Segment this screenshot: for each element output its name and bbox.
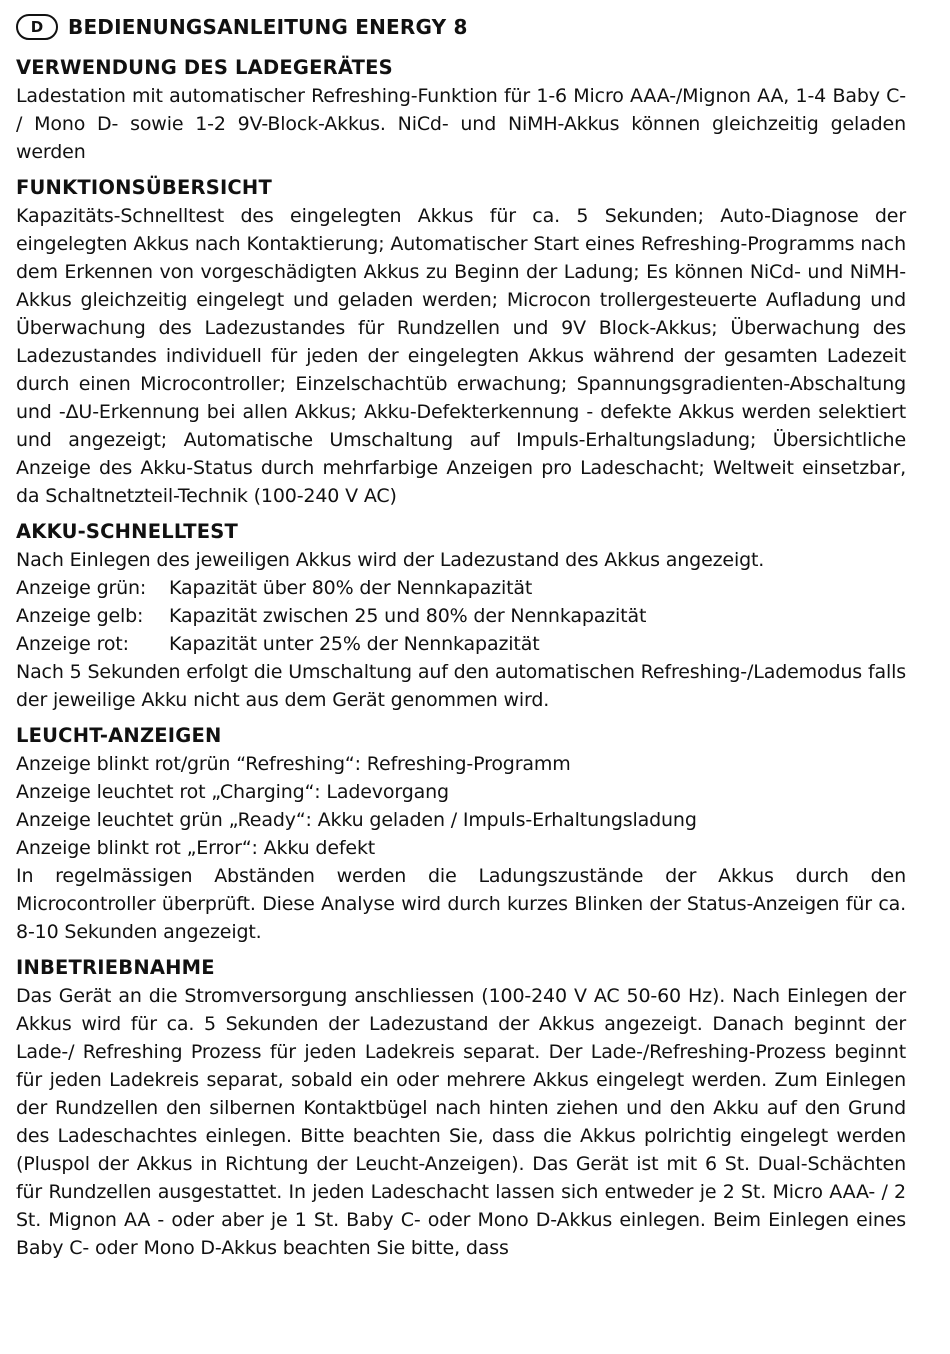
quicktest-outro: Nach 5 Sekunden erfolgt die Umschaltung auf den automatischen Refreshing-/Lademodus falls der jeweilige Akku nicht aus dem Gerät genommen wird. <box>16 661 906 711</box>
led-line-error: Anzeige blinkt rot „Error“: Akku defekt <box>16 837 376 859</box>
language-badge: D <box>16 14 58 40</box>
indicator-row-green <box>16 574 906 602</box>
indicator-row-red <box>16 630 906 658</box>
section-heading-leds: LEUCHT-ANZEIGEN <box>16 724 222 747</box>
section-leds <box>16 722 906 946</box>
indicator-label: Anzeige gelb: <box>16 605 144 627</box>
section-heading-quicktest: AKKU-SCHNELLTEST <box>16 520 239 543</box>
title-row <box>16 8 906 46</box>
section-startup <box>16 954 906 1262</box>
indicator-label: Anzeige grün: <box>16 577 147 599</box>
section-heading-startup: INBETRIEBNAHME <box>16 956 215 979</box>
quicktest-intro: Nach Einlegen des jeweiligen Akkus wird der Ladezustand des Akkus angezeigt. <box>16 549 765 571</box>
led-line-ready: Anzeige leuchtet grün „Ready“: Akku geladen / Impuls-Erhaltungsladung <box>16 809 697 831</box>
document-title: BEDIENUNGSANLEITUNG ENERGY 8 <box>68 15 468 39</box>
section-quicktest <box>16 518 906 714</box>
indicator-row-yellow <box>16 602 906 630</box>
usage-text: Ladestation mit automatischer Refreshing-Funktion für 1-6 Micro AAA-/Mignon AA, 1-4 Baby C- / Mono D- sowie 1-2 9V-Block-Akkus. NiCd- und NiMH-Akkus können gleichzeitig geladen werden <box>16 85 906 163</box>
manual-page <box>16 8 906 1262</box>
section-heading-overview: FUNKTIONSÜBERSICHT <box>16 176 272 199</box>
overview-text: Kapazitäts-Schnelltest des eingelegten Akkus für ca. 5 Sekunden; Auto-Diagnose der eingelegten Akkus nach Kontaktierung; Automatischer Start eines Refreshing-Programms nach dem Erkennen von vorgeschädigten Akkus zu Beginn der Ladung; Es können NiCd- und NiMH-Akkus gleichzeitig eingelegt und geladen werden; Microcon trollergesteuerte Aufladung und Überwachung des Ladezustandes für Rundzellen und 9V Block-Akkus; Überwachung des Ladezustandes individuell für jeden der eingelegten Akkus während der gesamten Ladezeit durch einen Microcontroller; Einzelschachtüb erwachung; Spannungsgradienten-Abschaltung und -ΔU-Erkennung bei allen Akkus; Akku-Defekterkennung - defekte Akkus werden selektiert und angezeigt; Automatische Umschaltung auf Impuls-Erhaltungsladung; Übersichtliche Anzeige des Akku-Status durch mehrfarbige Anzeigen pro Ladeschacht; Weltweit einsetzbar, da Schaltnetzteil-Technik (100-240 V AC) <box>16 205 906 507</box>
leds-text: In regelmässigen Abständen werden die Ladungszustände der Akkus durch den Microcontroller überprüft. Diese Analyse wird durch kurzes Blinken der Status-Anzeigen für ca. 8-10 Sekunden angezeigt. <box>16 865 906 943</box>
indicator-text: Kapazität über 80% der Nennkapazität <box>169 577 533 599</box>
indicator-text: Kapazität zwischen 25 und 80% der Nennkapazität <box>169 605 647 627</box>
led-line-refreshing: Anzeige blinkt rot/grün “Refreshing“: Refreshing-Programm <box>16 753 571 775</box>
section-usage <box>16 54 906 166</box>
section-overview <box>16 174 906 510</box>
section-heading-usage: VERWENDUNG DES LADEGERÄTES <box>16 56 393 79</box>
startup-text: Das Gerät an die Stromversorgung anschliessen (100-240 V AC 50-60 Hz). Nach Einlegen der Akkus wird für ca. 5 Sekunden der Ladezustand der Akkus angezeigt. Danach beginnt der Lade-/ Refreshing Prozess für jeden Ladekreis separat. Der Lade-/Refreshing-Prozess beginnt für jeden Ladekreis separat, sobald ein oder mehrere Akkus eingelegt werden. Zum Einlegen der Rundzellen den silbernen Kontaktbügel nach hinten ziehen und den Akku auf den Grund des Ladeschachtes einlegen. Bitte beachten Sie, dass die Akkus polrichtig eingelegt werden (Pluspol der Akkus in Richtung der Leucht-Anzeigen). Das Gerät ist mit 6 St. Dual-Schächten für Rundzellen ausgestattet. In jeden Ladeschacht lassen sich entweder je 2 St. Micro AAA- / 2 St. Mignon AA - oder aber je 1 St. Baby C- oder Mono D-Akkus einlegen. Beim Einlegen eines Baby C- oder Mono D-Akkus beachten Sie bitte, dass <box>16 985 906 1259</box>
led-line-charging: Anzeige leuchtet rot „Charging“: Ladevorgang <box>16 781 449 803</box>
indicator-label: Anzeige rot: <box>16 633 129 655</box>
indicator-text: Kapazität unter 25% der Nennkapazität <box>169 633 540 655</box>
